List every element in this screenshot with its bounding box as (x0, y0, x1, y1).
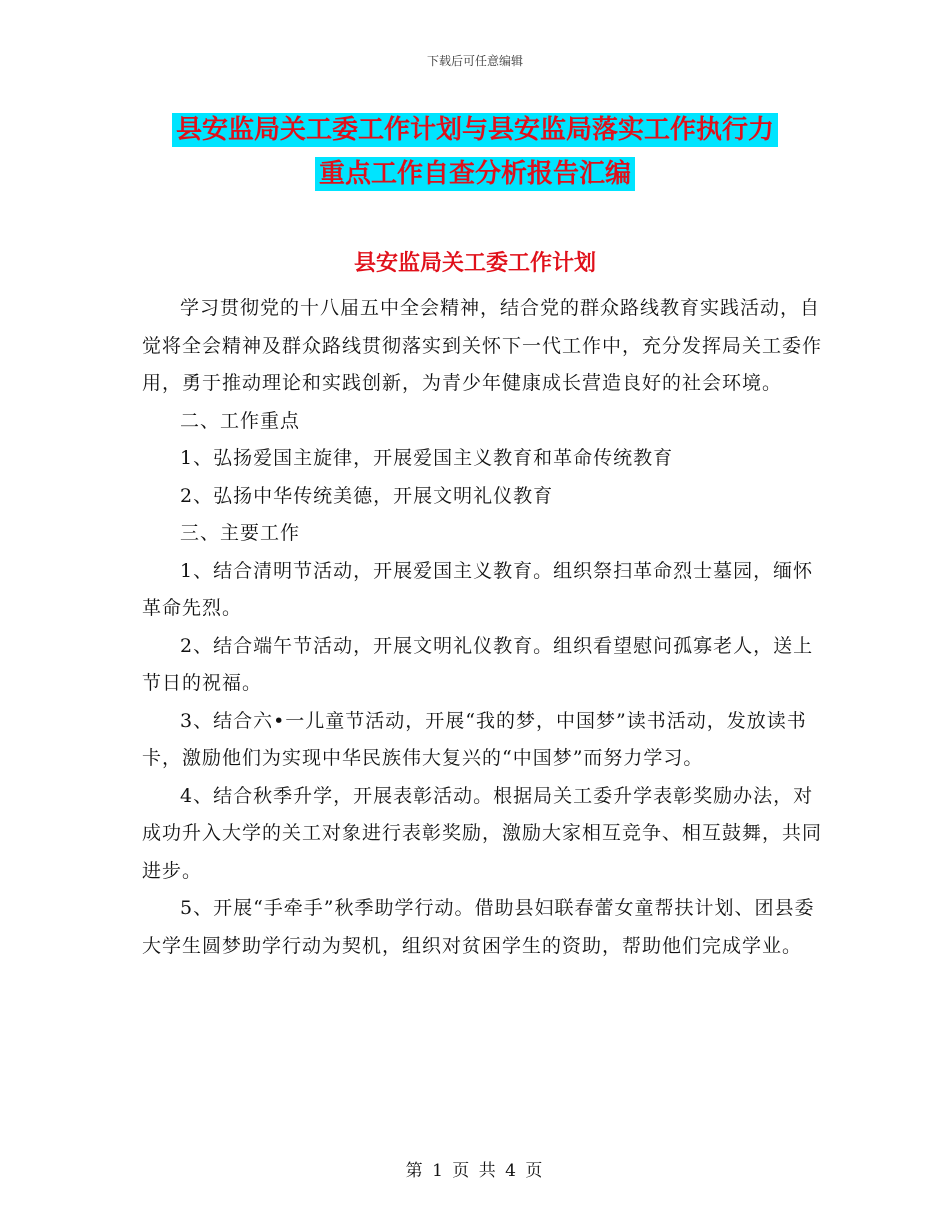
document-title-line-1 (0, 110, 950, 150)
paragraph: 三、主要工作 (180, 522, 301, 544)
document-title-line-2-text: 重点工作自查分析报告汇编 (315, 157, 635, 191)
paragraph: 3、结合六•一儿童节活动，开展“我的梦，中国梦”读书活动，发放读书卡，激励他们为实现中华民族伟大复兴的“中国梦”而努力学习。 (142, 709, 807, 769)
paragraph: 1、结合清明节活动，开展爱国主义教育。组织祭扫革命烈士墓园，缅怀革命先烈。 (142, 559, 814, 619)
page-footer: 第 1 页 共 4 页 (405, 1161, 545, 1181)
document-title-line-1-text: 县安监局关工委工作计划与县安监局落实工作执行力 (172, 113, 778, 147)
document-body (142, 290, 832, 965)
paragraph: 4、结合秋季升学，开展表彰活动。根据局关工委升学表彰奖励办法，对成功升入大学的关工对象进行表彰奖励，激励大家相互竞争、相互鼓舞，共同进步。 (142, 784, 823, 882)
paragraph: 1、弘扬爱国主旋律，开展爱国主义教育和革命传统教育 (180, 447, 674, 469)
paragraph: 2、结合端午节活动，开展文明礼仪教育。组织看望慰问孤寡老人，送上节日的祝福。 (142, 634, 814, 694)
paragraph: 二、工作重点 (180, 409, 301, 432)
section-title: 县安监局关工委工作计划 (353, 251, 596, 276)
header-note: 下载后可任意编辑 (426, 54, 523, 68)
paragraph: 学习贯彻党的十八届五中全会精神，结合党的群众路线教育实践活动，自觉将全会精神及群众路线贯彻落实到关怀下一代工作中，充分发挥局关工委作用，勇于推动理论和实践创新，为青少年健康成长营造良好的社会环境。 (142, 297, 823, 394)
paragraph: 2、弘扬中华传统美德，开展文明礼仪教育 (180, 484, 554, 507)
paragraph: 5、开展“手牵手”秋季助学行动。借助县妇联春蕾女童帮扶计划、团县委大学生圆梦助学行动为契机，组织对贫困学生的资助，帮助他们完成学业。 (142, 897, 815, 957)
document-title-line-2 (0, 154, 950, 194)
